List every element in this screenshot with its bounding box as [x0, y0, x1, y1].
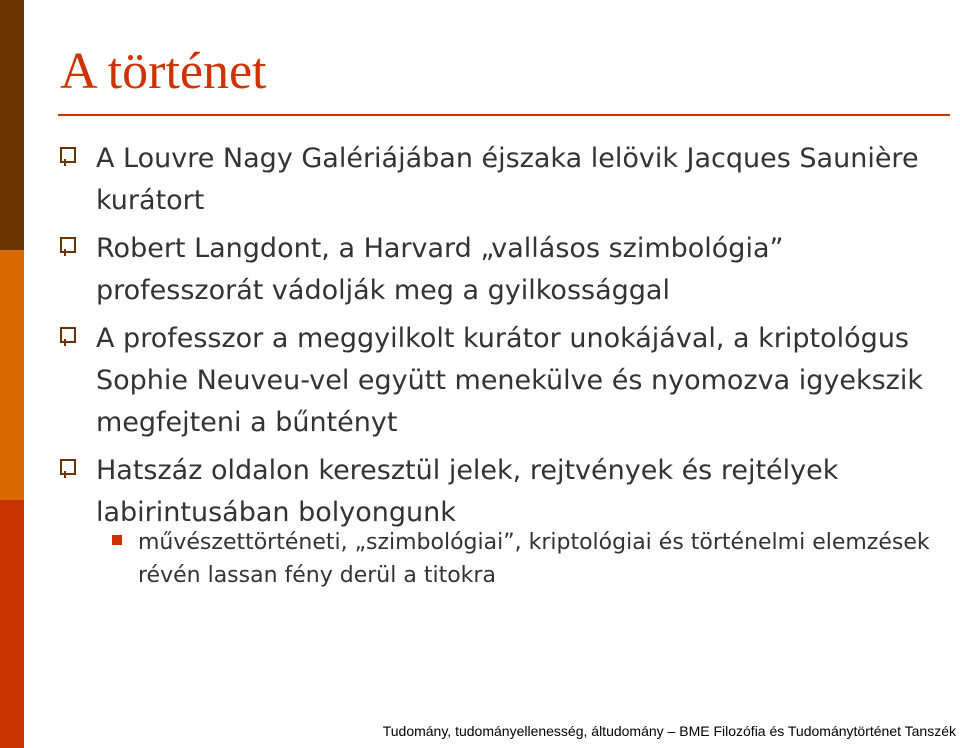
bullet-text: Hatszáz oldalon keresztül jelek, rejtvények és rejtélyek labirintusában bolyongunk — [96, 455, 839, 528]
slide-title: A történet — [60, 43, 267, 100]
square-bullet-icon — [60, 327, 76, 343]
sub-bullet-item — [60, 526, 950, 592]
bullet-text: Robert Langdont, a Harvard „vallásos szimbológia” professzorát vádolják meg a gyilkossággal — [96, 233, 784, 306]
square-bullet-icon — [60, 147, 76, 163]
slide-footer: Tudomány, tudományellenesség, áltudomány – BME Filozófia és Tudománytörténet Tanszék — [382, 723, 956, 739]
filled-square-bullet-icon — [112, 535, 122, 545]
bullet-list — [60, 138, 950, 540]
square-bullet-icon — [60, 237, 76, 253]
square-bullet-icon — [60, 459, 76, 475]
side-bar-bottom-segment — [0, 500, 24, 748]
sub-bullet-list — [60, 526, 950, 592]
side-bar-middle-segment — [0, 250, 24, 500]
bullet-item — [60, 228, 950, 312]
side-color-bar — [0, 0, 24, 748]
bullet-text: A Louvre Nagy Galériájában éjszaka lelövik Jacques Saunière kurátort — [96, 143, 919, 216]
sub-bullet-text: művészettörténeti, „szimbológiai”, kriptológiai és történelmi elemzések révén lassan fény derül a titokra — [138, 530, 930, 588]
bullet-item — [60, 318, 950, 444]
bullet-item — [60, 450, 950, 534]
bullet-text: A professzor a meggyilkolt kurátor unokájával, a kriptológus Sophie Neuveu-vel együtt menekülve és nyomozva igyekszik megfejteni a bűntényt — [96, 323, 923, 438]
side-bar-top-segment — [0, 0, 24, 250]
title-underline — [58, 114, 950, 116]
bullet-item — [60, 138, 950, 222]
